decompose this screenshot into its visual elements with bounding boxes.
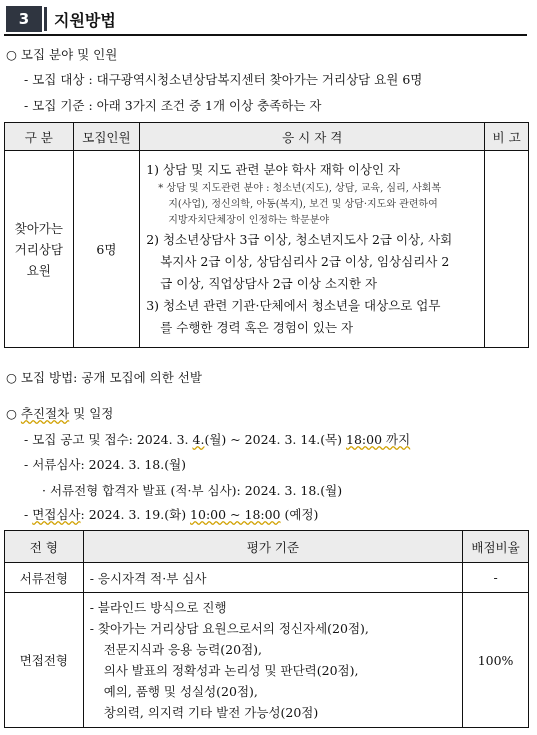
qualification-table: [4, 122, 529, 348]
recruit-heading: ○ 모집 분야 및 인원: [6, 47, 118, 62]
procedure-heading-underlined: 추진절차: [20, 406, 70, 421]
doc-review-line: - 서류심사: 2024. 3. 18.(월): [24, 457, 187, 472]
procedure-heading: [6, 404, 113, 422]
requirement-1: 1) 상담 및 지도 관련 분야 학사 재학 이상인 자: [146, 162, 401, 177]
interview-part: -: [24, 507, 33, 522]
section-number-bar: [44, 7, 47, 31]
recruit-criteria: - 모집 기준 : 아래 3가지 조건 중 1개 이상 충족하는 자: [24, 98, 322, 113]
recruit-target: - 모집 대상 : 대구광역시청소년상담복지센터 찾아가는 거리상담 요원 6명: [24, 72, 423, 87]
table-row: [5, 563, 529, 593]
requirement-1-note: [146, 181, 478, 229]
procedure-heading-prefix: ○: [6, 406, 21, 421]
qualification-table-header: [5, 123, 529, 151]
announce-part: - 모집 공고 및 접수: 2024. 3.: [24, 432, 193, 447]
section-number: 3: [6, 6, 42, 32]
interview-underlined: 10:00 ~ 18:00: [190, 507, 281, 522]
announce-underlined: 18:00 까지: [346, 432, 411, 447]
method-text: ○ 모집 방법: 공개 모집에 의한 선발: [6, 370, 202, 385]
category-line: 요원: [26, 262, 51, 278]
table-row: [5, 151, 529, 348]
evaluation-table-header: [5, 531, 529, 563]
requirement-2-line: 2) 청소년상담사 3급 이상, 청소년지도사 2급 이상, 사회: [146, 232, 453, 247]
section-title: 지원방법: [54, 11, 116, 30]
col-header-note: 비 고: [485, 123, 529, 151]
count-cell: 6명: [73, 151, 140, 348]
qualification-cell: [140, 151, 485, 348]
category-line: 거리상담: [14, 241, 63, 257]
col-header-count: 모집인원: [73, 123, 140, 151]
note-cell: [485, 151, 529, 348]
interview-part: (예정): [280, 507, 319, 522]
requirement-2-line: 복지사 2급 이상, 상담심리사 2급 이상, 임상심리사 2: [160, 254, 450, 269]
stage-cell: 서류전형: [5, 563, 84, 593]
requirement-3-line: 3) 청소년 관련 기관·단체에서 청소년을 대상으로 업무: [146, 298, 441, 313]
section-header: [4, 4, 527, 36]
category-cell: [5, 151, 74, 348]
evaluation-table: [4, 530, 529, 728]
col-header-criteria: 평가 기준: [83, 531, 462, 563]
announce-underlined: 4.: [192, 432, 205, 447]
col-header-score: 배점비율: [463, 531, 529, 563]
interview-line: [24, 505, 318, 523]
criteria-line: - 찾아가는 거리상담 요원으로서의 정신자세(20점),: [89, 621, 369, 636]
criteria-line: 창의력, 의지력 기타 발전 가능성(20점): [103, 705, 319, 720]
procedure-heading-rest: 및 일정: [69, 406, 114, 421]
note-line: 지(사업), 정신의학, 아동(복지), 보건 및 상담·지도와 관련하여: [168, 199, 438, 210]
announce-line: [24, 430, 410, 448]
score-cell: 100%: [463, 593, 529, 728]
stage-cell: 면접전형: [5, 593, 84, 728]
criteria-line: 전문지식과 응용 능력(20점),: [103, 642, 263, 657]
note-line: 지방자치단체장이 인정하는 학문분야: [168, 215, 330, 226]
criteria-cell: - 응시자격 적·부 심사: [83, 563, 462, 593]
table-row: [5, 593, 529, 728]
interview-part: : 2024. 3. 19.(화): [80, 507, 191, 522]
criteria-line: - 블라인드 방식으로 진행: [89, 600, 227, 615]
col-header-stage: 전 형: [5, 531, 84, 563]
score-cell: -: [463, 563, 529, 593]
interview-underlined: 면접심사: [32, 507, 81, 522]
col-header-qualification: 응 시 자 격: [140, 123, 485, 151]
requirement-2-line: 급 이상, 직업상담사 2급 이상 소지한 자: [160, 276, 378, 291]
criteria-line: 의사 발표의 정확성과 논리성 및 판단력(20점),: [103, 663, 359, 678]
announce-part: (월) ~ 2024. 3. 14.(목): [204, 432, 347, 447]
requirement-3-line: 를 수행한 경력 혹은 경험이 있는 자: [160, 320, 354, 335]
note-line: * 상담 및 지도관련 분야 : 청소년(지도), 상담, 교육, 심리, 사회복: [158, 183, 442, 194]
criteria-cell: [83, 593, 462, 728]
criteria-line: 예의, 품행 및 성실성(20점),: [103, 684, 258, 699]
category-line: 찾아가는: [14, 220, 63, 236]
doc-result-line: · 서류전형 합격자 발표 (적·부 심사): 2024. 3. 18.(월): [42, 483, 343, 498]
col-header-category: 구 분: [5, 123, 74, 151]
